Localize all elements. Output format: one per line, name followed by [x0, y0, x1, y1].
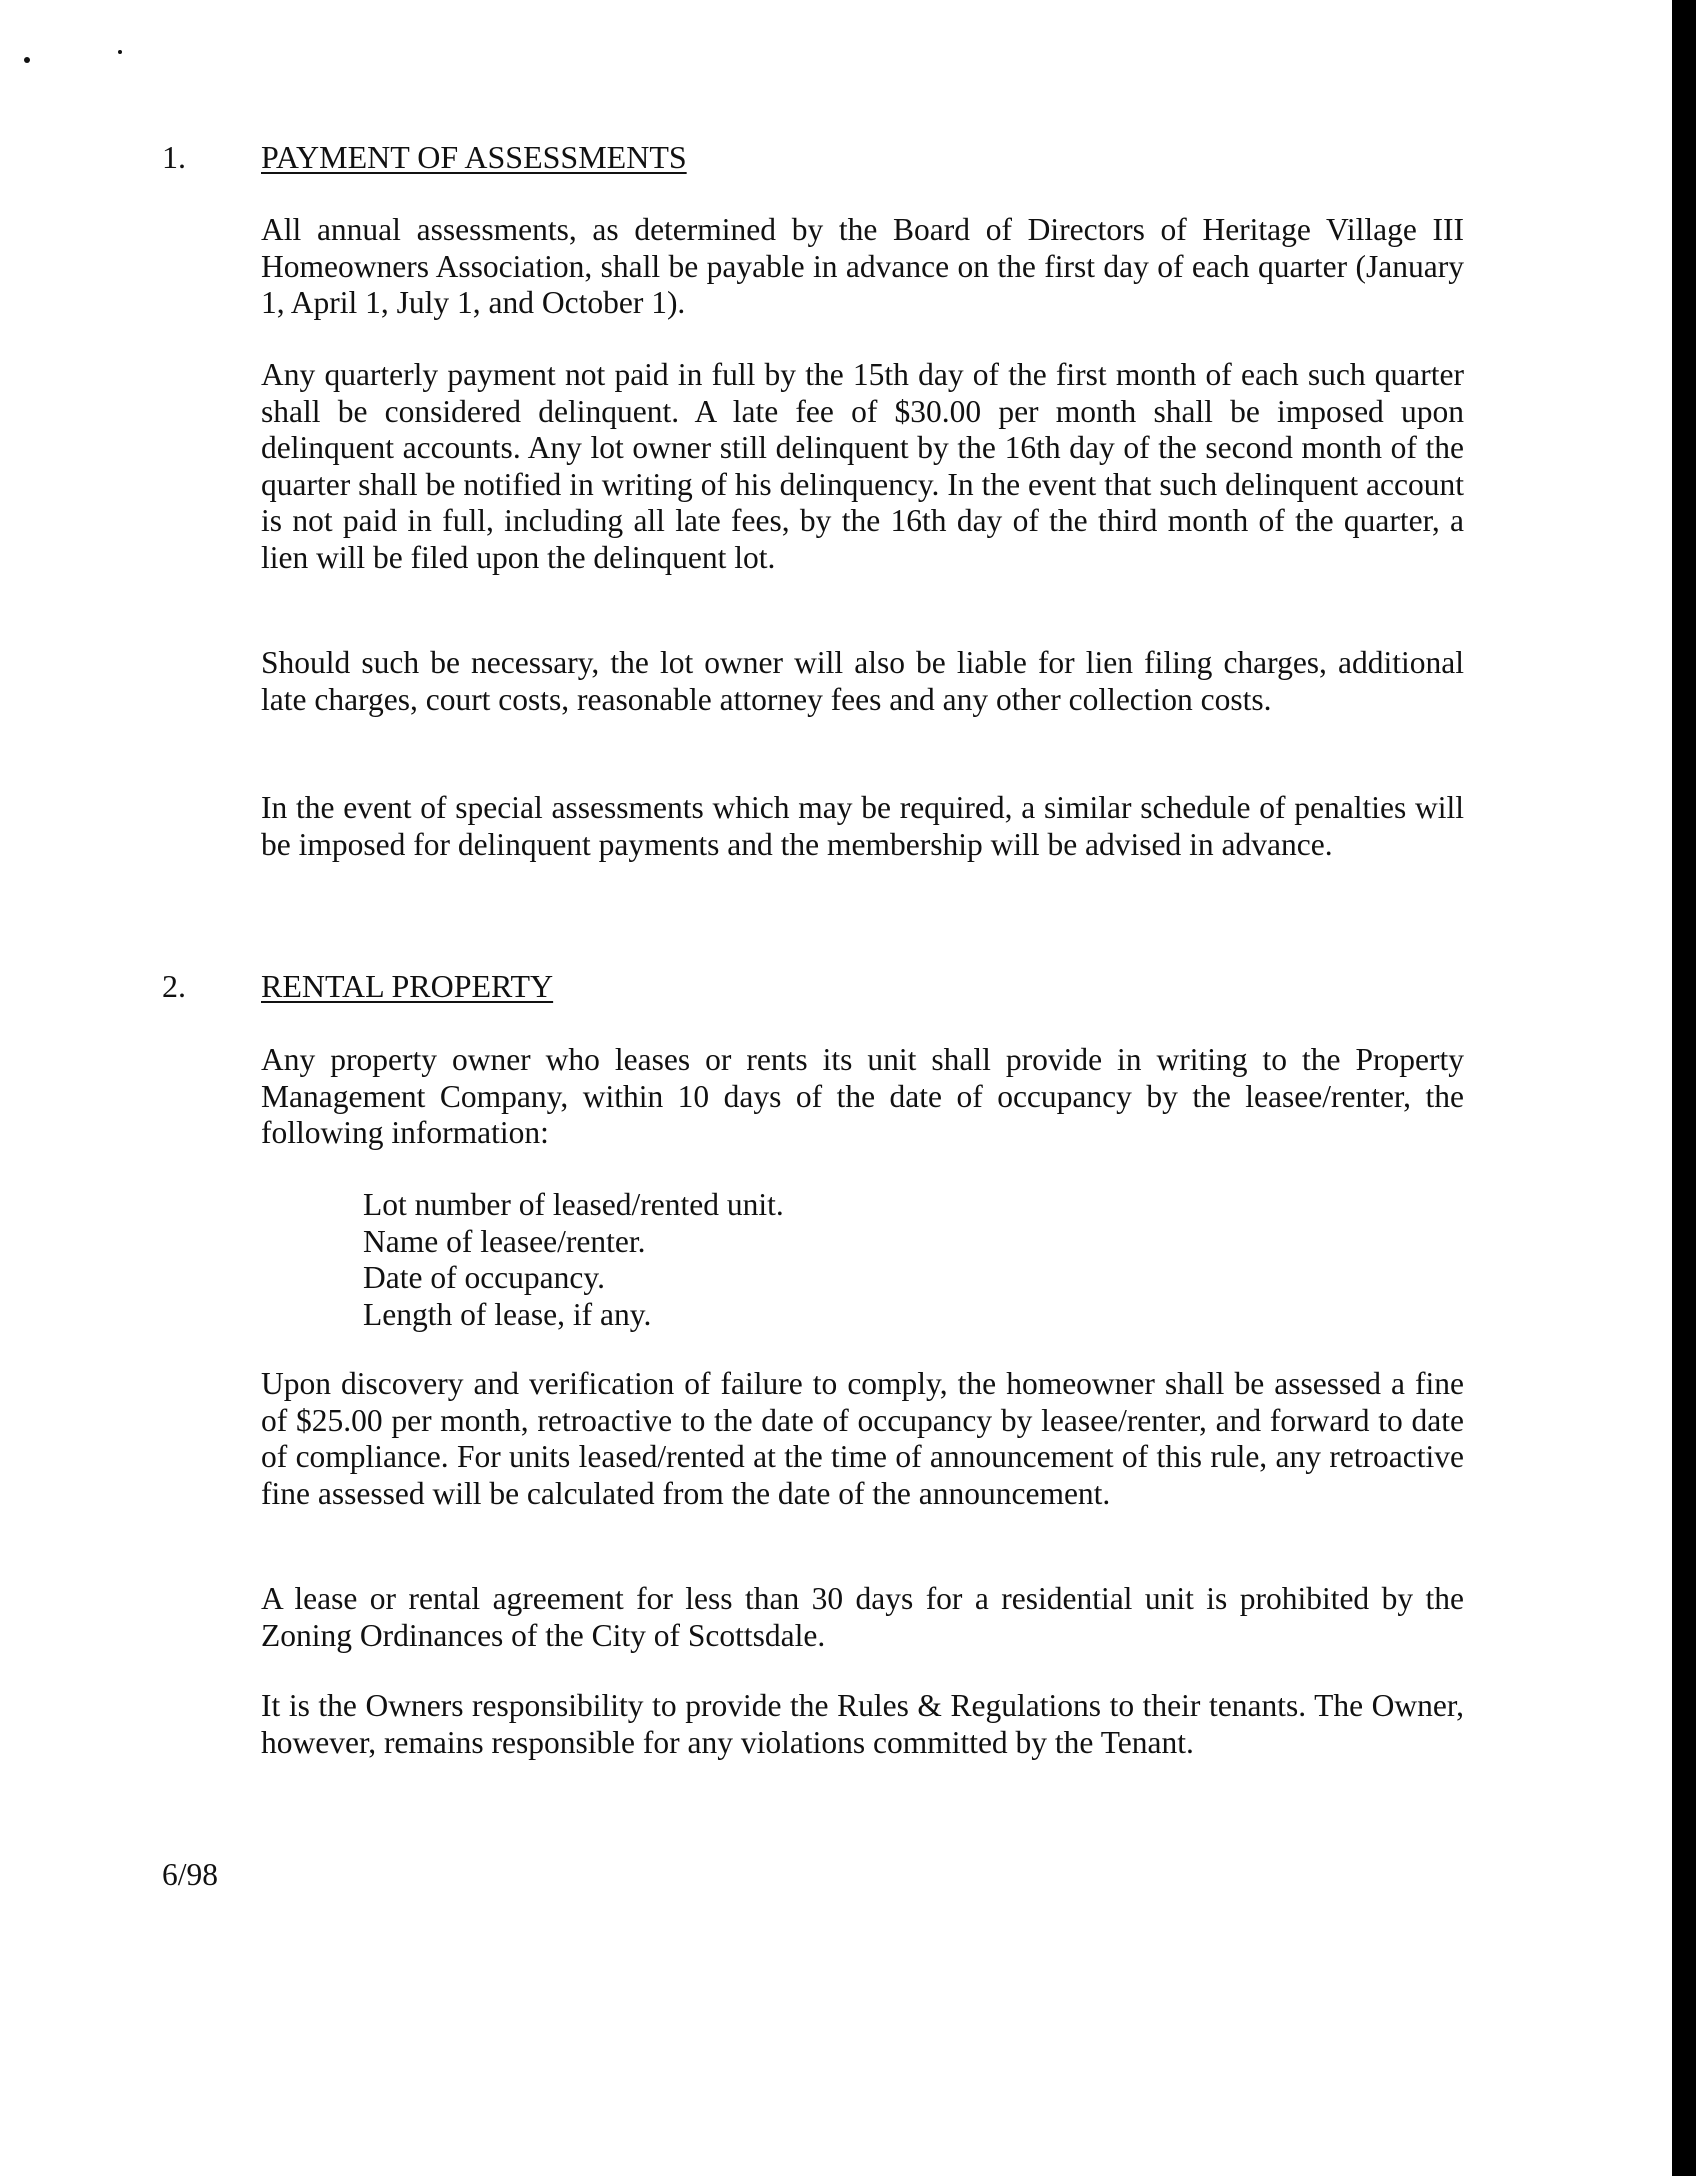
- required-info-list: [363, 1187, 784, 1333]
- footer-date-code: 6/98: [162, 1857, 219, 1892]
- section-title: PAYMENT OF ASSESSMENTS: [261, 139, 687, 175]
- section-number: 1.: [162, 139, 186, 175]
- section-title: RENTAL PROPERTY: [261, 968, 554, 1004]
- paragraph: A lease or rental agreement for less than 30 days for a residential unit is prohibited by the Zoning Ordinances of the City of Scottsdale.: [261, 1581, 1464, 1653]
- paragraph: Any property owner who leases or rents its unit shall provide in writing to the Property Management Company, within 10 days of the date of occupancy by the leasee/renter, the following information:: [261, 1042, 1464, 1150]
- paragraph: Any quarterly payment not paid in full by the 15th day of the first month of each such quarter shall be considered delinquent. A late fee of $30.00 per month shall be imposed upon delinquent accounts. Any lot owner still delinquent by the 16th day of the second month of the quarter shall be notified in writing of his delinquency. In the event that such delinquent account is not paid in full, including all late fees, by the 16th day of the third month of the quarter, a lien will be filed upon the delinquent lot.: [261, 357, 1464, 575]
- paragraph: Should such be necessary, the lot owner will also be liable for lien filing charges, additional late charges, court costs, reasonable attorney fees and any other collection costs.: [261, 645, 1464, 717]
- list-item: Lot number of leased/rented unit.: [363, 1187, 784, 1222]
- paragraph: Upon discovery and verification of failure to comply, the homeowner shall be assessed a fine of $25.00 per month, retroactive to the date of occupancy by leasee/renter, and forward to date of compliance. For units leased/rented at the time of announcement of this rule, any retroactive fine assessed will be calculated from the date of the announcement.: [261, 1366, 1464, 1511]
- scan-speck: [24, 57, 30, 63]
- list-item: Length of lease, if any.: [363, 1296, 652, 1332]
- paragraph: All annual assessments, as determined by the Board of Directors of Heritage Village III Homeowners Association, shall be payable in advance on the first day of each quarter (January 1, April 1, July 1, and October 1).: [261, 212, 1464, 320]
- scan-edge: [1672, 0, 1696, 2176]
- scan-speck: [118, 50, 122, 54]
- paragraph: It is the Owners responsibility to provide the Rules & Regulations to their tenants. The Owner, however, remains responsible for any violations committed by the Tenant.: [261, 1688, 1464, 1760]
- paragraph: In the event of special assessments which may be required, a similar schedule of penalties will be imposed for delinquent payments and the membership will be advised in advance.: [261, 790, 1464, 862]
- list-item: Date of occupancy.: [363, 1260, 605, 1295]
- list-item: Name of leasee/renter.: [363, 1223, 646, 1259]
- section-number: 2.: [162, 968, 186, 1004]
